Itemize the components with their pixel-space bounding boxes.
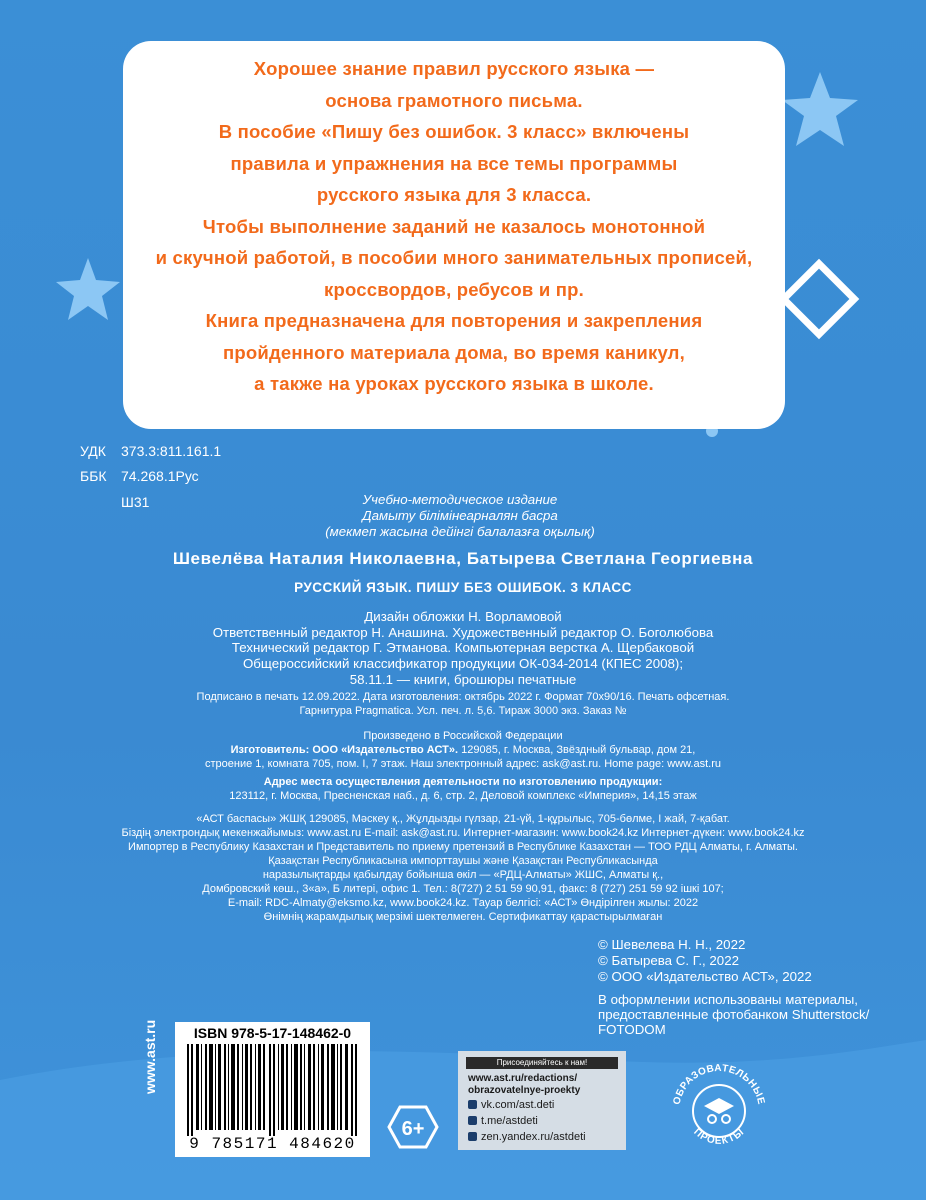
book-title: РУССКИЙ ЯЗЫК. ПИШУ БЕЗ ОШИБОК. 3 КЛАСС [294,580,632,595]
annotation-line: Хорошее знание правил русского языка — [253,58,655,79]
social-links-box [458,1051,626,1150]
copyright-line: © ООО «Издательство АСТ», 2022 [598,969,812,984]
site-link-path[interactable]: obrazovatelnye-proekty [468,1085,581,1096]
authors: Шевелёва Наталия Николаевна, Батырева Светлана Георгиевна [172,549,754,568]
copyright-line: © Батырева С. Г., 2022 [598,953,739,968]
diamond-decoration-icon [778,258,860,340]
telegram-icon [468,1116,477,1125]
annotation-line: основа грамотного письма. [325,89,583,111]
manufacturer-contacts: строение 1, комната 705, пом. I, 7 этаж. Наш электронный адрес: ask@ast.ru. Home page: www.ast.ru [205,758,721,770]
print-info: Подписано в печать 12.09.2022. Дата изготовления: октябрь 2022 г. Формат 70x90/16. Печать офсетная. [196,691,730,703]
zen-link-text: zen.yandex.ru/astdeti [481,1131,586,1143]
materials-note: предоставленные фотобанком Shutterstock/ [598,1007,870,1022]
udk-label: УДК [80,443,106,459]
site-link[interactable]: www.ast.ru/redactions/ [468,1073,578,1084]
zen-icon [468,1132,477,1141]
copyright-line: © Шевелева Н. Н., 2022 [598,937,746,952]
bbk-label: ББК [80,468,107,484]
credit-technical: Технический редактор Г. Этманова. Компьютерная верстка А. Щербаковой [231,640,695,655]
vk-link-text: vk.com/ast.deti [481,1099,555,1111]
age-rating-text: 6+ [401,1118,425,1140]
materials-note: FOTODOM [598,1022,666,1037]
annotation-line: русского языка для 3 класса. [316,184,592,205]
barcode-number: 9 785171 484620 [189,1135,356,1153]
vk-icon [468,1100,477,1109]
kz-info-line: Домбровский көш., 3«а», Б литері, офис 1. Тел.: 8(727) 2 51 59 90,91, факс: 8 (727) 251 59 92 ішкі 107; [202,883,724,895]
barcode [175,1022,370,1157]
barcode-bars [187,1044,359,1136]
kz-info-line: Біздің электрондық мекенжайымыз: www.ast.ru E-mail: ask@ast.ru. Интернет-магазин: www.book24.kz Интернет-дүкен: www.book24.kz [121,827,805,839]
edition-audience-kz: (мекмеп жасына дейінгі балалазға оқылық) [325,524,595,539]
educational-projects-logo [664,1056,774,1166]
star-decoration-icon [50,250,130,330]
annotation-text [123,53,785,400]
annotation-line: правила и упражнения на все темы программы [230,152,678,174]
telegram-link-text: t.me/astdeti [481,1115,538,1127]
production-address-title: Адрес места осуществления деятельности по изготовлению продукции: [263,776,663,788]
kz-info-line: Өнімнің жарамдылық мерзімі шектелмеген. Сертификаттау қарастырылмаған [263,911,663,923]
edition-type-kz: Дамыту білімінеарналян басра [362,508,558,523]
kz-info-line: Импортер в Республику Казахстан и Представитель по приему претензий в Республике Казахстан — ТОО РДЦ Алматы, г. Алматы. [128,841,798,853]
credit-cover-design: Дизайн обложки Н. Ворламовой [364,609,562,624]
annotation-line: пройденного материала дома, во время каникул, [223,341,685,363]
kz-info-line: Қазақстан Республикасына импорттаушы және Қазақстан Республикасында [268,855,658,867]
annotation-line: Книга предназначена для повторения и закрепления [205,310,703,331]
kz-info-line: «АСТ баспасы» ЖШҚ 129085, Мәскеу қ., Жұлдызды гүлзар, 21-үй, 1-құрылыс, 705-бөлме, I жай, 7-қабат. [196,813,730,825]
bbk-value: 74.268.1Рус [121,468,199,484]
annotation-line: а также на уроках русского языка в школе. [254,373,654,394]
annotation-line: Чтобы выполнение заданий не казалось монотонной [202,215,706,237]
annotation-line: и скучной работой, в пособии много занимательных прописей, [155,247,753,268]
annotation-line: кроссвордов, ребусов и пр. [324,278,584,300]
isbn: ISBN 978-5-17-148462-0 [193,1025,352,1041]
kz-info-line: E-mail: RDC-Almaty@eksmo.kz, www.book24.kz. Тауар белгісі: «АСТ» Өндірілген жылы: 2022 [227,897,699,909]
telegram-link[interactable] [468,1115,538,1127]
production-address: 123112, г. Москва, Пресненская наб., д. 6, стр. 2, Деловой комплекс «Империя», 14,15 этаж [229,790,697,802]
made-in: Произведено в Российской Федерации [363,730,563,742]
social-header: Присоединяйтесь к нам! [466,1057,618,1069]
print-info: Гарнитура Pragmatica. Усл. печ. л. 5,6. Тираж 3000 экз. Заказ № [299,705,627,717]
materials-note: В оформлении использованы материалы, [598,992,858,1007]
manufacturer-name: Изготовитель: ООО «Издательство АСТ». [230,744,459,756]
credit-editors: Ответственный редактор Н. Анашина. Художественный редактор О. Боголюбова [212,625,714,640]
star-decoration-icon [770,60,870,160]
edition-type: Учебно-методическое издание [362,492,558,507]
zen-link[interactable] [468,1131,586,1143]
annotation-line: В пособие «Пишу без ошибок. 3 класс» включены [218,121,690,142]
kz-info-line: наразылықтарды қабылдау бойынша өкіл — «РДЦ-Алматы» ЖШС, Алматы қ., [262,869,664,881]
side-url: www.ast.ru [142,1019,158,1094]
logo-top-text: ОБРАЗОВАТЕЛЬНЫЕ [671,1062,767,1106]
logo-bottom-text: ПРОЕКТЫ [691,1126,747,1147]
credit-classifier-code: 58.11.1 — книги, брошюры печатные [349,672,577,687]
vk-link[interactable] [468,1099,554,1111]
svg-text:ПРОЕКТЫ [691,1126,746,1146]
credit-classifier: Общероссийский классификатор продукции ОК-034-2014 (КПЕС 2008); [242,656,684,671]
manufacturer-line [120,743,806,757]
udk-value: 373.3:811.161.1 [121,443,222,459]
manufacturer-address: 129085, г. Москва, Звёздный бульвар, дом 21, [458,744,696,756]
author-code: Ш31 [121,494,150,510]
age-rating-badge [387,1104,439,1150]
